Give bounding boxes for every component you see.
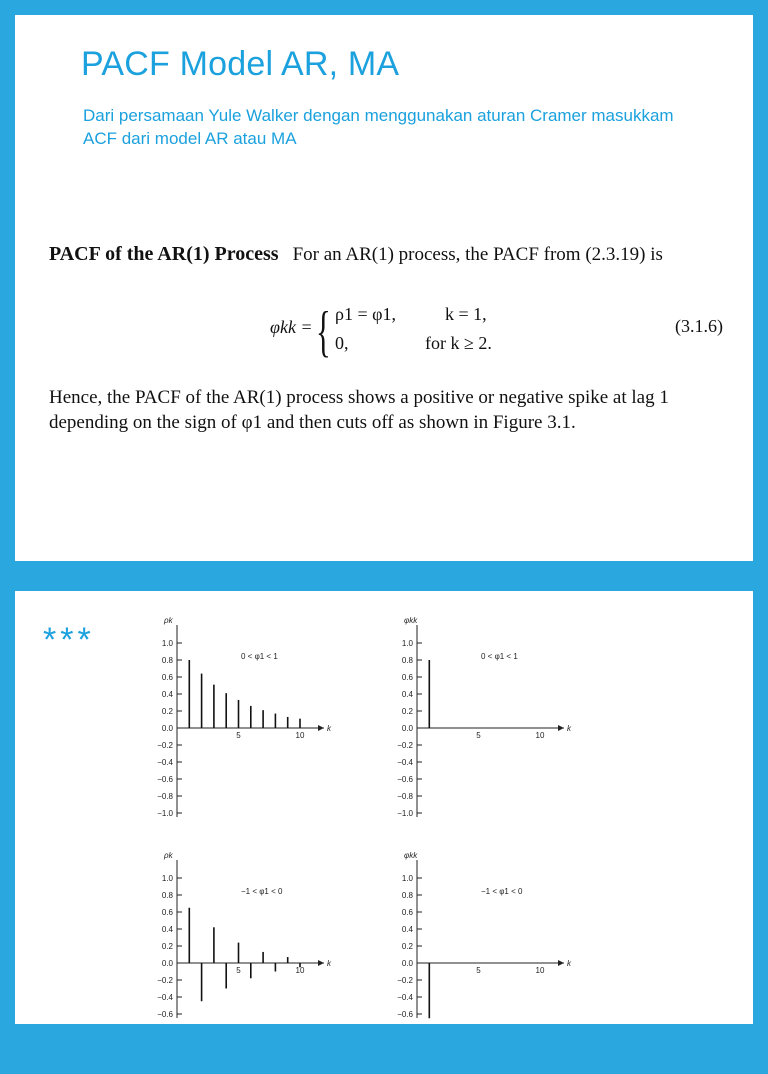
scan-paragraph: Hence, the PACF of the AR(1) process shows a positive or negative spike at lag 1 depending on the sign of φ1 and then cuts off as shown in Figure 3.1. xyxy=(49,387,669,433)
y-tick-label: 0.0 xyxy=(401,724,413,733)
scan-heading-rest: For an AR(1) process, the PACF from (2.3.19) is xyxy=(292,244,663,265)
y-tick-label: 0.6 xyxy=(161,673,173,682)
equation-lhs: φkk = xyxy=(270,317,313,337)
slide-1 xyxy=(15,15,753,561)
x-tick-label: 10 xyxy=(535,966,545,975)
slide-title: PACF Model AR, MA xyxy=(81,45,400,83)
y-tick-label: −0.4 xyxy=(397,758,413,767)
y-tick-label: −0.4 xyxy=(157,993,173,1002)
y-tick-label: 0.8 xyxy=(401,656,413,665)
y-axis-label: ρk xyxy=(164,851,173,860)
y-tick-label: −1.0 xyxy=(157,809,173,818)
x-axis-arrow xyxy=(558,960,564,966)
acf-chart-positive xyxy=(115,611,345,839)
chart-annotation: −1 < φ1 < 0 xyxy=(241,887,283,896)
y-tick-label: −0.2 xyxy=(157,741,173,750)
y-tick-label: −0.2 xyxy=(157,976,173,985)
equation-brace: { xyxy=(316,301,331,363)
x-tick-label: 5 xyxy=(236,966,241,975)
y-tick-label: 1.0 xyxy=(401,874,413,883)
y-tick-label: 0.8 xyxy=(161,891,173,900)
x-axis-label: k xyxy=(567,724,571,733)
y-tick-label: −0.6 xyxy=(397,1010,413,1019)
x-axis-arrow xyxy=(318,960,324,966)
y-tick-label: 0.0 xyxy=(161,959,173,968)
y-tick-label: 0.8 xyxy=(401,891,413,900)
y-axis-label: φkk xyxy=(404,616,418,625)
chart-svg xyxy=(115,846,345,1074)
scan-heading xyxy=(49,243,663,266)
slide-subtitle: Dari persamaan Yule Walker dengan menggunakan aturan Cramer masukkam ACF dari model AR atau MA xyxy=(83,106,674,148)
y-tick-label: −0.4 xyxy=(157,758,173,767)
pacf-chart-negative xyxy=(355,846,585,1074)
y-tick-label: 0.2 xyxy=(161,707,173,716)
y-tick-label: 0.2 xyxy=(161,942,173,951)
x-tick-label: 5 xyxy=(236,731,241,740)
acf-chart-negative xyxy=(115,846,345,1074)
y-tick-label: 0.0 xyxy=(161,724,173,733)
y-tick-label: −0.8 xyxy=(157,792,173,801)
y-tick-label: 0.4 xyxy=(401,690,413,699)
y-tick-label: 0.8 xyxy=(161,656,173,665)
y-tick-label: −1.0 xyxy=(397,809,413,818)
y-tick-label: 0.6 xyxy=(401,908,413,917)
chart-svg xyxy=(355,846,585,1074)
y-tick-label: 0.2 xyxy=(401,707,413,716)
y-tick-label: −0.6 xyxy=(157,775,173,784)
y-axis-label: φkk xyxy=(404,851,418,860)
equation-number: (3.1.6) xyxy=(675,316,723,336)
chart-annotation: 0 < φ1 < 1 xyxy=(241,652,278,661)
x-axis-label: k xyxy=(327,959,331,968)
y-tick-label: 0.6 xyxy=(161,908,173,917)
y-tick-label: −0.6 xyxy=(397,775,413,784)
equation-row2-right: for k ≥ 2. xyxy=(425,333,492,353)
scan-heading-bold: PACF of the AR(1) Process xyxy=(49,243,279,265)
x-axis-arrow xyxy=(558,725,564,731)
y-tick-label: 0.4 xyxy=(401,925,413,934)
chart-annotation: 0 < φ1 < 1 xyxy=(481,652,518,661)
x-axis-label: k xyxy=(567,959,571,968)
y-tick-label: 0.4 xyxy=(161,690,173,699)
y-tick-label: 0.0 xyxy=(401,959,413,968)
y-tick-label: 1.0 xyxy=(161,874,173,883)
equation-row2-left: 0, xyxy=(335,333,349,353)
y-tick-label: −0.2 xyxy=(397,741,413,750)
y-axis-label: ρk xyxy=(164,616,173,625)
y-tick-label: −0.4 xyxy=(397,993,413,1002)
x-axis-label: k xyxy=(327,724,331,733)
y-tick-label: 0.2 xyxy=(401,942,413,951)
x-tick-label: 10 xyxy=(295,966,305,975)
chart-svg xyxy=(115,611,345,839)
x-tick-label: 10 xyxy=(295,731,305,740)
equation-row1-right: k = 1, xyxy=(445,304,487,324)
y-tick-label: −0.8 xyxy=(397,792,413,801)
x-axis-arrow xyxy=(318,725,324,731)
pacf-chart-positive xyxy=(355,611,585,839)
x-tick-label: 10 xyxy=(535,731,545,740)
y-tick-label: 0.4 xyxy=(161,925,173,934)
x-tick-label: 5 xyxy=(476,731,481,740)
equation-row1-left: ρ1 = φ1, xyxy=(335,304,397,324)
slide-2 xyxy=(15,591,753,1024)
y-tick-label: 0.6 xyxy=(401,673,413,682)
chart-annotation: −1 < φ1 < 0 xyxy=(481,887,523,896)
y-tick-label: −0.2 xyxy=(397,976,413,985)
x-tick-label: 5 xyxy=(476,966,481,975)
chart-svg xyxy=(355,611,585,839)
stars-marker: *** xyxy=(43,621,95,659)
y-tick-label: −0.6 xyxy=(157,1010,173,1019)
y-tick-label: 1.0 xyxy=(401,639,413,648)
y-tick-label: 1.0 xyxy=(161,639,173,648)
